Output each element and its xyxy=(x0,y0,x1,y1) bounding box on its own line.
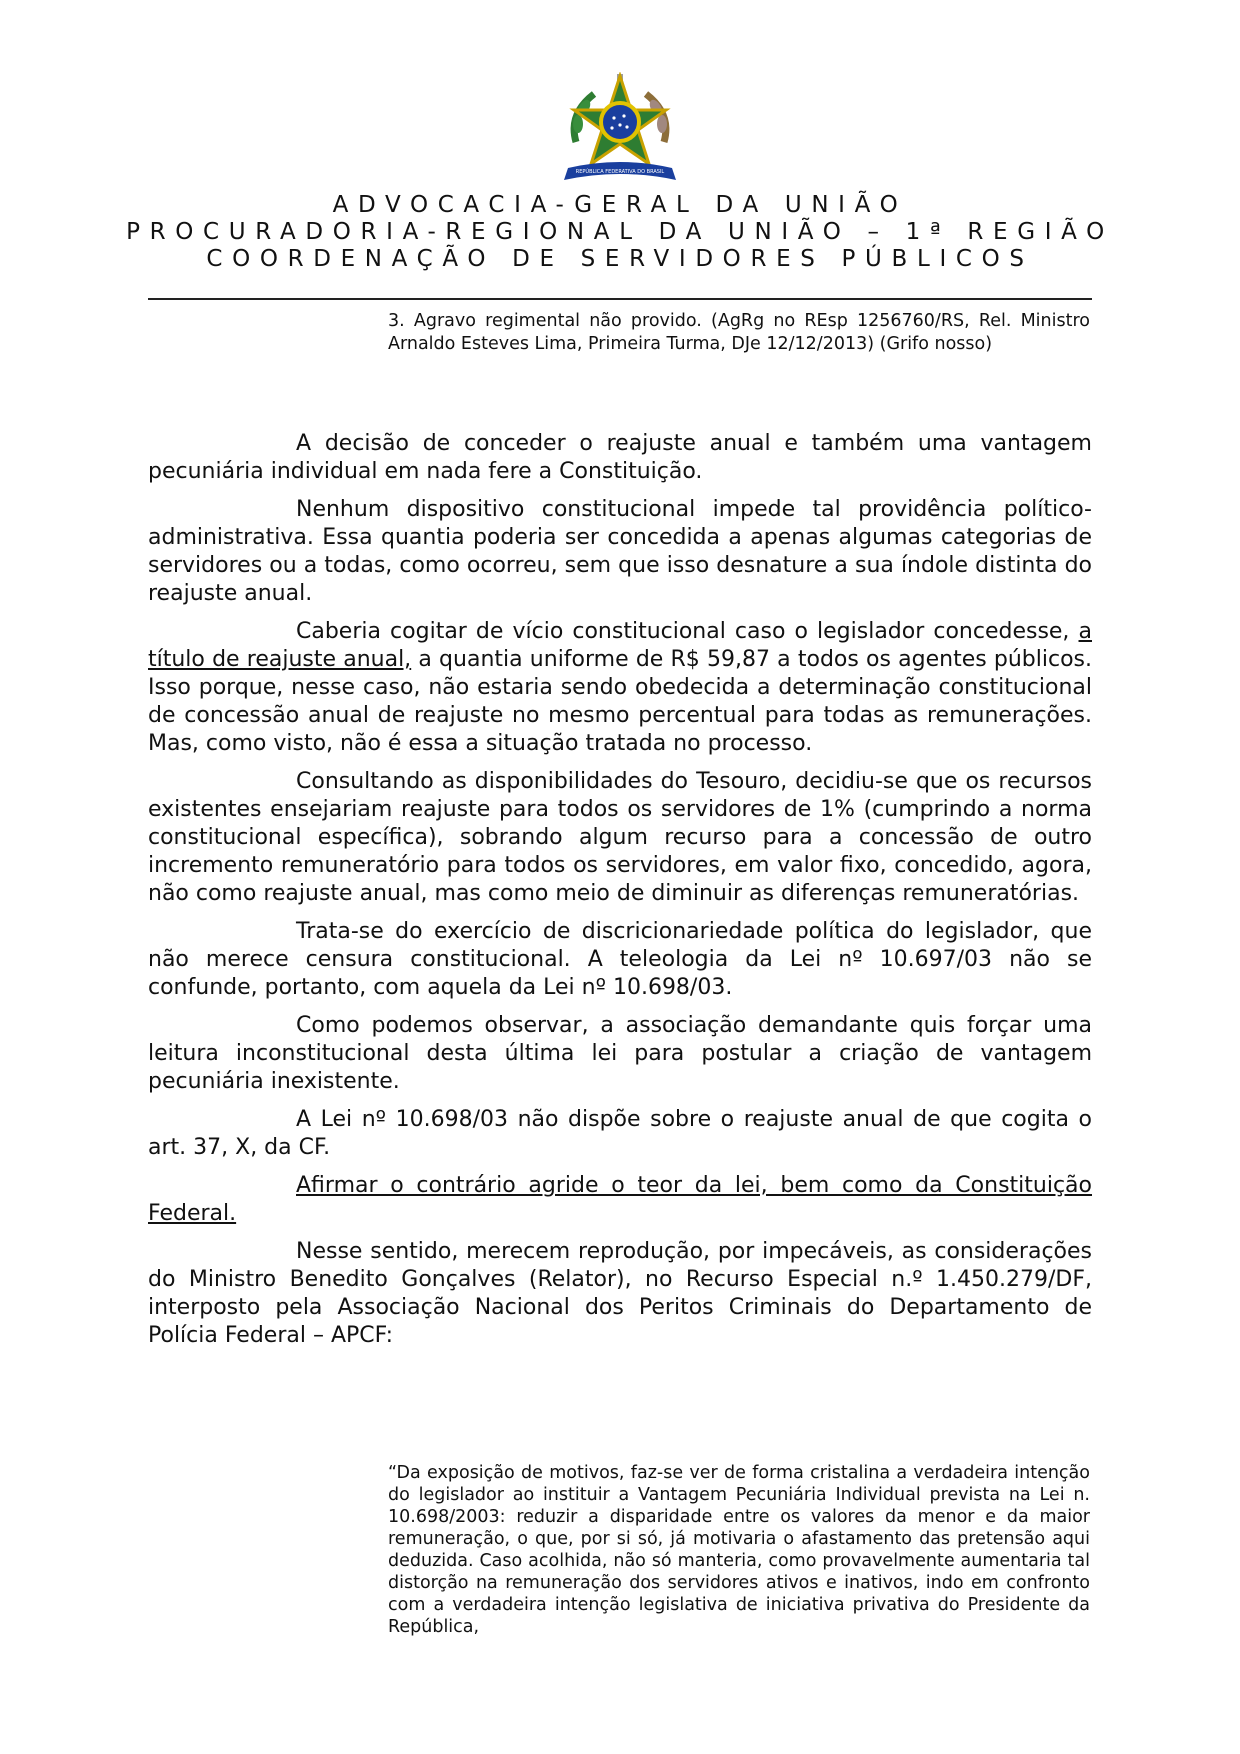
paragraph-3-start: Caberia cogitar de vício constitucional caso o legislador concedesse, xyxy=(296,619,1079,644)
paragraph-1: A decisão de conceder o reajuste anual e também uma vantagem pecuniária individual em nada fere a Constituição. xyxy=(148,431,1092,484)
header-institution: ADVOCACIA-GERAL DA UNIÃO xyxy=(332,192,908,218)
paragraph-7: A Lei nº 10.698/03 não dispõe sobre o reajuste anual de que cogita o art. 37, X, da CF. xyxy=(148,1107,1092,1160)
paragraph-4: Consultando as disponibilidades do Tesouro, decidiu-se que os recursos existentes ensejariam reajuste para todos os servidores de 1% (cumprindo a norma constitucional específica), sobrando algum recurso para a concessão de outro incremento remuneratório para todos os servidores, em valor fixo, concedido, agora, não como reajuste anual, mas como meio de diminuir as diferenças remuneratórias. xyxy=(148,769,1092,906)
paragraph-3-emphasis: a título de reajuste anual, xyxy=(148,619,1092,672)
paragraph-2: Nenhum dispositivo constitucional impede tal providência político-administrativa. Essa quantia poderia ser concedida a apenas algumas categorias de servidores ou a todas, como ocorreu, sem que isso desnature a sua índole distinta do reajuste anual. xyxy=(148,497,1092,606)
paragraph-3-end: a quantia uniforme de R$ 59,87 a todos os agentes públicos. Isso porque, nesse caso, não estaria sendo obedecida a determinação constitucional de concessão anual de reajuste no mesmo percentual para todas as remunerações. Mas, como visto, não é essa a situação tratada no processo. xyxy=(148,647,1092,756)
header-divider xyxy=(148,298,1092,300)
document-body xyxy=(148,430,1092,1360)
paragraph-9: Nesse sentido, merecem reprodução, por impecáveis, as considerações do Ministro Benedito Gonçalves (Relator), no Recurso Especial n.º 1.450.279/DF, interposto pela Associação Nacional dos Peritos Criminais do Departamento de Polícia Federal – APCF: xyxy=(148,1239,1092,1348)
citation-top: 3. Agravo regimental não provido. (AgRg no REsp 1256760/RS, Rel. Ministro Arnaldo Esteves Lima, Primeira Turma, DJe 12/12/2013) (Grifo nosso) xyxy=(388,311,1090,354)
paragraph-8: Afirmar o contrário agride o teor da lei, bem como da Constituição Federal. xyxy=(148,1173,1092,1226)
seal-ribbon-text: REPÚBLICA FEDERATIVA DO BRASIL xyxy=(575,169,665,175)
paragraph-6: Como podemos observar, a associação demandante quis forçar uma leitura inconstitucional desta última lei para postular a criação de vantagem pecuniária inexistente. xyxy=(148,1013,1092,1094)
header-coordination: COORDENAÇÃO DE SERVIDORES PÚBLICOS xyxy=(206,246,1034,272)
citation-bottom: “Da exposição de motivos, faz-se ver de forma cristalina a verdadeira intenção do legislador ao instituir a Vantagem Pecuniária Individual prevista na Lei n. 10.698/2003: reduzir a disparidade entre os valores da menor e da maior remuneração, o que, por si só, já motivaria o afastamento das pretensão aqui deduzida. Caso acolhida, não só manteria, como provavelmente aumentaria tal distorção na remuneração dos servidores ativos e inativos, indo em confronto com a verdadeira intenção legislativa de iniciativa privativa do Presidente da República, xyxy=(388,1463,1090,1637)
header-regional-office: PROCURADORIA-REGIONAL DA UNIÃO – 1ª REGIÃO xyxy=(126,219,1114,245)
paragraph-5: Trata-se do exercício de discricionariedade política do legislador, que não merece censura constitucional. A teleologia da Lei nº 10.697/03 não se confunde, portanto, com aquela da Lei nº 10.698/03. xyxy=(148,919,1092,1000)
brazil-coat-of-arms-icon xyxy=(554,72,686,190)
paragraph-3 xyxy=(148,618,1092,758)
